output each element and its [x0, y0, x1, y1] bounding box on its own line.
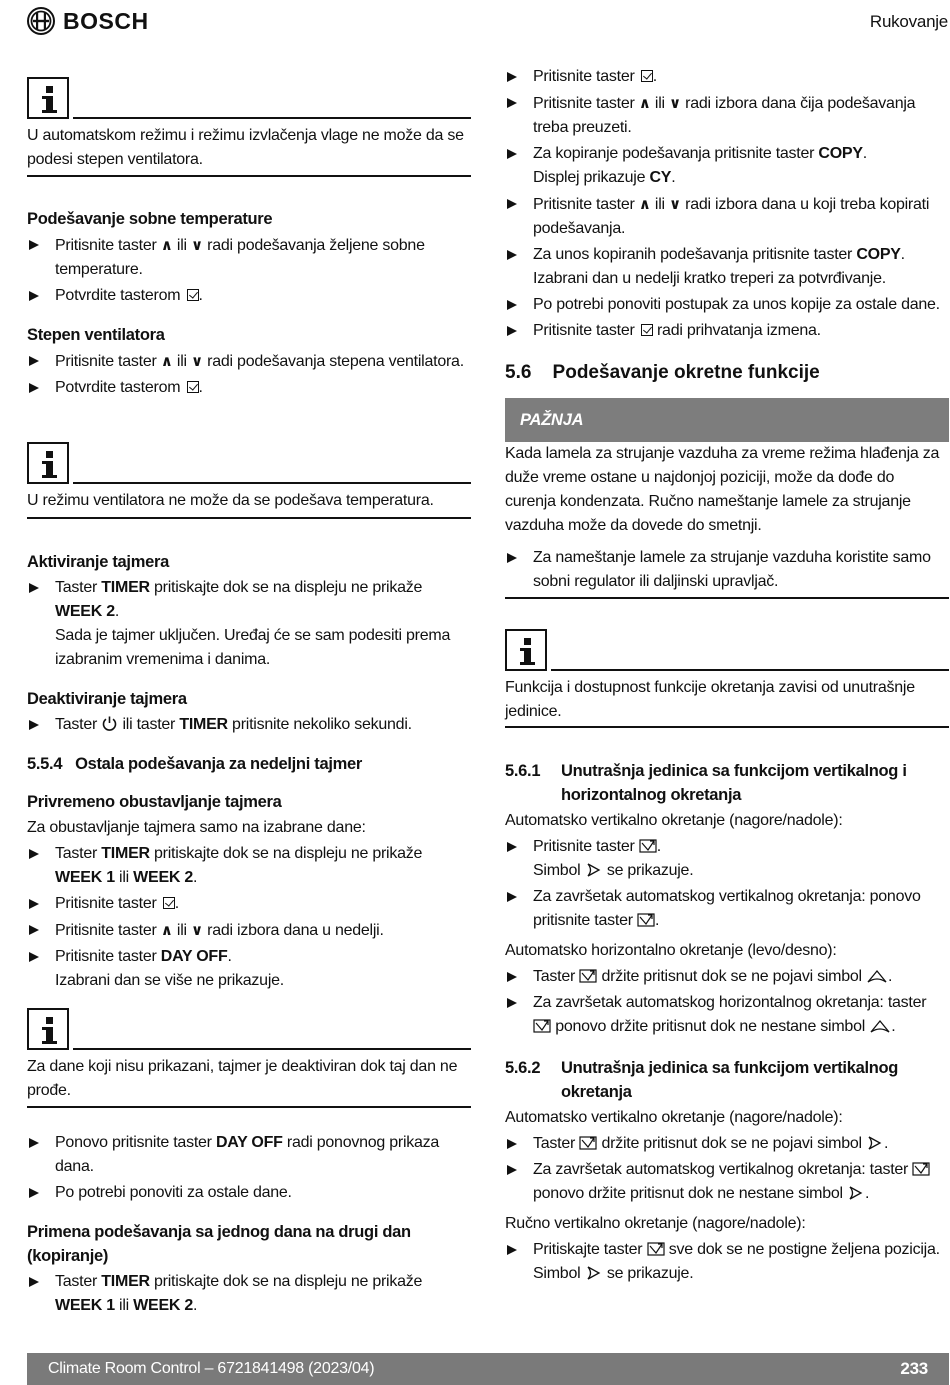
text-span: TIMER [101, 579, 150, 596]
list-item [505, 293, 949, 317]
down-key-icon: ∨ [191, 352, 203, 370]
text-span: TIMER [179, 716, 228, 733]
after-section [27, 1131, 471, 1205]
info-icon [27, 442, 69, 484]
swing-key-icon [533, 1018, 551, 1034]
text-span: Izabrani dan se više ne prikazuje. [55, 972, 284, 989]
text-span: ili [176, 922, 187, 939]
subsection-5-5-4 [27, 752, 471, 776]
section-name: Rukovanje [869, 12, 948, 31]
text-span: radi prihvatanja izmena. [656, 322, 821, 339]
text-span: se prikazuje. [606, 862, 694, 879]
up-key-icon: ∧ [160, 352, 173, 370]
brand-logo [27, 7, 149, 35]
timer-on-section [27, 550, 471, 672]
text-span: Ponovo pritisnite taster [55, 1134, 212, 1151]
list-item: Pritisnite taster . Simbol se prikazuje. [505, 835, 949, 883]
text-span: Za završetak automatskog vertikalnog okretanja: taster [533, 1161, 909, 1178]
down-key-icon: ∨ [669, 94, 681, 112]
text-span: COPY [818, 145, 863, 162]
list-item: Potvrdite tasterom . [27, 284, 471, 308]
fan-section [27, 323, 471, 400]
text-span: radi izbora dana u nedelji. [207, 922, 384, 939]
info-note-3 [27, 1008, 471, 1110]
info-note-2 [27, 442, 471, 520]
copy-continued [505, 65, 949, 343]
text-span: Sada je tajmer uključen. Uređaj će se sam podesiti prema izabranim vremenima i danima. [55, 627, 451, 668]
list-item: Za završetak automatskog horizontalnog okretanja: taster ponovo držite pritisnut dok ne nestane simbol . [505, 991, 949, 1039]
list-item [505, 192, 949, 241]
swing-key-icon [637, 912, 655, 928]
text-span: Automatsko horizontalno okretanje (levo/desno): [505, 942, 837, 959]
down-key-icon: ∨ [191, 236, 203, 254]
text-span: Pritisnite taster [533, 196, 635, 213]
down-key-icon: ∨ [191, 921, 203, 939]
list-item [505, 1238, 949, 1286]
list-item: Pritisnite taster . [505, 65, 949, 89]
list-item: Taster držite pritisnut dok se ne pojavi simbol . [505, 965, 949, 989]
text-span: Taster [55, 716, 98, 733]
text-span: Taster [533, 968, 576, 985]
text-span: Simbol [533, 1265, 581, 1282]
subsection-5-6-2 [505, 1056, 949, 1286]
text-span: ili [176, 353, 187, 370]
text-span: pritiskajte dok se na displeju ne prikaže [154, 845, 423, 862]
page-footer [27, 1353, 949, 1385]
up-key-icon: ∧ [160, 921, 173, 939]
info-note-text: Za dane koji nisu prikazani, tajmer je deaktiviran dok taj dan ne prođe. [27, 1058, 458, 1099]
swing-key-icon [579, 1135, 597, 1151]
up-key-icon: ∧ [638, 94, 651, 112]
info-note-4 [505, 629, 949, 729]
text-span: Pritisnite taster [55, 922, 157, 939]
fan-heading: Stepen ventilatora [27, 326, 165, 344]
text-span: Pritiskajte taster [533, 1241, 643, 1258]
subsection-5-6-2-title [505, 1056, 949, 1104]
text-span: Pritisnite taster [533, 322, 635, 339]
text-span: Izabrani dan u nedelji kratko treperi za potvrđivanje. [533, 270, 886, 287]
text-span: Za nameštanje lamele za strujanje vazduha koristite samo sobni regulator ili daljinski upravljač. [533, 549, 931, 590]
room-temp-heading: Podešavanje sobne temperature [27, 210, 273, 228]
timer-on-heading: Aktiviranje tajmera [27, 553, 169, 571]
horizontal-swing-symbol-icon [866, 968, 888, 984]
swing-key-icon [579, 968, 597, 984]
text-span: Displej prikazuje [533, 169, 646, 186]
list-item: Potvrdite tasterom . [27, 376, 471, 400]
section-5-6-title [505, 361, 949, 385]
list-item [27, 1181, 471, 1205]
info-icon [505, 629, 547, 671]
text-span: Simbol [533, 862, 581, 879]
list-item [27, 233, 471, 282]
info-icon [27, 1008, 69, 1050]
list-item [27, 1131, 471, 1179]
pause-heading: Privremeno obustavljanje tajmera [27, 793, 282, 811]
power-icon [101, 715, 118, 732]
list-item [505, 546, 949, 594]
list-item: Taster TIMER pritiskajte dok se na displeju ne prikaže WEEK 1 ili WEEK 2. [27, 1270, 471, 1318]
info-note-text: U automatskom režimu i režimu izvlačenja vlage ne može da se podesi stepen ventilatora. [27, 127, 464, 168]
text-span: 5.6 [505, 362, 532, 383]
warning-label: PAŽNJA [520, 411, 584, 429]
text-span: ili taster [122, 716, 176, 733]
text-span: Za obustavljanje tajmera samo na izabrane dane: [27, 819, 366, 836]
text-span: WEEK 2 [55, 603, 115, 620]
text-span: ponovo držite pritisnut dok ne nestane simbol [555, 1018, 866, 1035]
text-span: COPY [856, 246, 901, 263]
text-span: držite pritisnut dok se ne pojavi simbol [601, 968, 862, 985]
swing-key-icon [912, 1161, 930, 1177]
text-span: Automatsko vertikalno okretanje (nagore/nadole): [505, 1109, 843, 1126]
text-span: Pritisnite taster [55, 237, 157, 254]
text-span: Za završetak automatskog vertikalnog okretanja: ponovo pritisnite taster [533, 888, 921, 929]
text-span: DAY OFF [160, 948, 228, 965]
text-span: CY [649, 169, 672, 186]
list-item: Taster TIMER pritiskajte dok se na displeju ne prikaže WEEK 1 ili WEEK 2. [27, 842, 471, 890]
info-note-text: Funkcija i dostupnost funkcije okretanja zavisi od unutrašnje jedinice. [505, 679, 915, 720]
up-key-icon: ∧ [638, 195, 651, 213]
text-span: Automatsko vertikalno okretanje (nagore/nadole): [505, 812, 843, 829]
swing-key-icon [647, 1241, 665, 1257]
list-item: Za završetak automatskog vertikalnog okretanja: ponovo pritisnite taster . [505, 885, 949, 933]
text-span: Potvrdite tasterom [55, 287, 181, 304]
list-item: Pritisnite taster . [27, 892, 471, 916]
confirm-key-icon [163, 897, 175, 909]
bosch-armature-icon [27, 7, 55, 35]
text-span: WEEK 1 [55, 869, 115, 886]
text-span: 5.6.1 [505, 762, 541, 780]
info-note-text: U režimu ventilatora ne može da se podešava temperatura. [27, 492, 434, 509]
list-item: Taster držite pritisnut dok se ne pojavi simbol . [505, 1132, 949, 1156]
text-span: ili [176, 237, 187, 254]
text-span: Taster [55, 1273, 98, 1290]
list-item: Za završetak automatskog vertikalnog okretanja: taster ponovo držite pritisnut dok ne nestane simbol . [505, 1158, 949, 1206]
vertical-swing-symbol-icon [866, 1135, 884, 1151]
text-span: Po potrebi ponoviti postupak za unos kopije za ostale dane. [533, 296, 940, 313]
pause-section [27, 790, 471, 993]
timer-off-section [27, 687, 471, 737]
text-span: radi izbora dana u koji treba kopirati podešavanja. [533, 196, 930, 237]
text-span: Za kopiranje podešavanja pritisnite taster [533, 145, 815, 162]
subsection-5-6-1-title [505, 759, 949, 807]
confirm-key-icon [641, 70, 653, 82]
text-span: 5.6.2 [505, 1059, 541, 1077]
text-span: Unutrašnja jedinica sa funkcijom vertikalnog okretanja [561, 1059, 899, 1101]
warning-body [505, 442, 949, 594]
warning-banner [505, 398, 949, 442]
list-item [27, 918, 471, 943]
copy-section [27, 1220, 471, 1318]
list-item [27, 713, 471, 737]
text-span: Pritisnite taster [55, 353, 157, 370]
list-item [27, 349, 471, 374]
text-span: radi podešavanja željene sobne temperature. [55, 237, 425, 278]
horizontal-swing-symbol-icon [869, 1018, 891, 1034]
text-span: Ostala podešavanja za nedeljni tajmer [75, 755, 362, 773]
confirm-key-icon [187, 381, 199, 393]
list-item [505, 319, 949, 343]
text-span: TIMER [101, 845, 150, 862]
text-span: Pritisnite taster [55, 895, 157, 912]
list-item [505, 91, 949, 140]
text-span: Podešavanje okretne funkcije [552, 362, 820, 383]
text-span: Za unos kopiranih podešavanja pritisnite taster [533, 246, 853, 263]
text-span: pritisnite nekoliko sekundi. [232, 716, 412, 733]
text-span: Taster [55, 579, 98, 596]
text-span: ponovo držite pritisnut dok ne nestane simbol [533, 1185, 843, 1202]
copy-heading: Primena podešavanja sa jednog dana na drugi dan (kopiranje) [27, 1223, 411, 1265]
text-span: Potvrdite tasterom [55, 379, 181, 396]
text-span: Taster [533, 1135, 576, 1152]
text-span: Za završetak automatskog horizontalnog okretanja: taster [533, 994, 927, 1011]
text-span: ili [654, 196, 665, 213]
text-span: radi izbora dana čija podešavanja treba preuzeti. [533, 95, 916, 136]
text-span: pritiskajte dok se na displeju ne prikaže [154, 1273, 423, 1290]
text-span: ili [119, 869, 129, 886]
list-item: Taster TIMER pritiskajte dok se na displeju ne prikaže WEEK 2. Sada je tajmer uključen. Uređaj će se sam podesiti prema izabranim vremenima i danima. [27, 576, 471, 672]
text-span: Pritisnite taster [533, 95, 635, 112]
list-item: Pritisnite taster DAY OFF. Izabrani dan se više ne prikazuje. [27, 945, 471, 993]
text-span: ili [654, 95, 665, 112]
text-span: Ručno vertikalno okretanje (nagore/nadole): [505, 1215, 806, 1232]
down-key-icon: ∨ [669, 195, 681, 213]
text-span: pritiskajte dok se na displeju ne prikaže [154, 579, 423, 596]
info-note-1 [27, 77, 471, 177]
swing-key-icon [639, 838, 657, 854]
info-icon [27, 77, 69, 119]
warning-text: Kada lamela za strujanje vazduha za vreme režima hlađenja za duže vreme ostane u najdonjoj poziciji, može da dođe do curenja kondenzata. Ručno nameštanje lamele za strujanje vazduha može da dovede do smetnji. [505, 445, 940, 534]
footer-doc: Climate Room Control – 6721841498 (2023/04) [48, 1360, 375, 1377]
text-span: WEEK 2 [133, 869, 194, 886]
text-span: DAY OFF [215, 1134, 283, 1151]
brand-name: BOSCH [63, 8, 149, 34]
text-span: Unutrašnja jedinica sa funkcijom vertikalnog i horizontalnog okretanja [561, 762, 907, 804]
text-span: WEEK 1 [55, 1297, 115, 1314]
timer-off-heading: Deaktiviranje tajmera [27, 690, 187, 708]
list-item: Za kopiranje podešavanja pritisnite taster COPY. Displej prikazuje CY. [505, 142, 949, 190]
up-key-icon: ∧ [160, 236, 173, 254]
text-span: sve dok se ne postigne željena pozicija. [668, 1241, 940, 1258]
text-span: Pritisnite taster [55, 948, 157, 965]
text-span: Po potrebi ponoviti za ostale dane. [55, 1184, 292, 1201]
text-span: WEEK 2 [133, 1297, 194, 1314]
text-span: Taster [55, 845, 98, 862]
text-span: Pritisnite taster [533, 68, 635, 85]
text-span: 5.5.4 [27, 755, 63, 773]
room-temp-section [27, 207, 471, 308]
vertical-swing-symbol-icon [847, 1185, 865, 1201]
subsection-5-6-1 [505, 759, 949, 1039]
confirm-key-icon [187, 289, 199, 301]
confirm-key-icon [641, 324, 653, 336]
text-span: držite pritisnut dok se ne pojavi simbol [601, 1135, 862, 1152]
text-span: se prikazuje. [606, 1265, 694, 1282]
vertical-swing-symbol-icon [585, 1265, 603, 1281]
text-span: Pritisnite taster [533, 838, 635, 855]
text-span: TIMER [101, 1273, 150, 1290]
page-number: 233 [900, 1359, 928, 1378]
text-span: radi ponovnog prikaza dana. [55, 1134, 440, 1175]
text-span: radi podešavanja stepena ventilatora. [207, 353, 464, 370]
vertical-swing-symbol-icon [585, 862, 603, 878]
text-span: ili [119, 1297, 129, 1314]
list-item: Za unos kopiranih podešavanja pritisnite taster COPY. Izabrani dan u nedelji kratko treperi za potvrđivanje. [505, 243, 949, 291]
